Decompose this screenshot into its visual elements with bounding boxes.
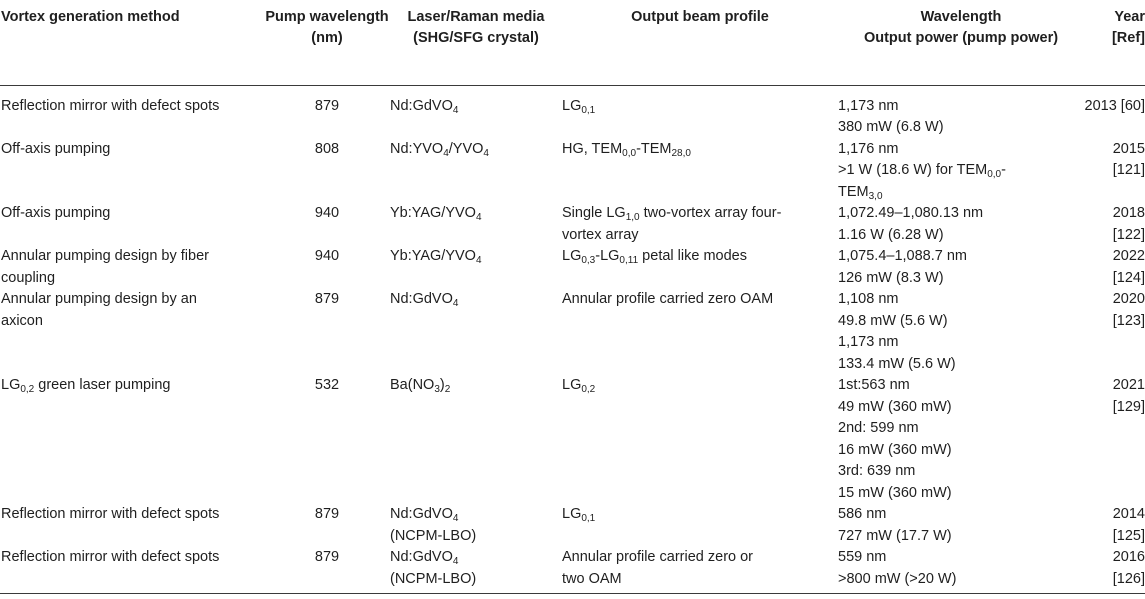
cell-profile: HG, $TEM_{0,0}-TEM_{28,0}$ bbox=[562, 140, 691, 159]
cell-media: $Yb:YAG/YVO_4$ bbox=[390, 205, 482, 223]
cell-output: 1st:563 nm 49 mW (360 mW) 2nd: 599 nm 16 mW (360 mW) 3rd: 639 nm 15 mW (360 mW) bbox=[838, 377, 952, 501]
header-year: Year [Ref] bbox=[1084, 5, 1145, 85]
cell-profile: $LG_{0,3}-LG_{0,11}$ petal like modes bbox=[562, 248, 747, 266]
cell-pump: 940 bbox=[314, 205, 340, 221]
cell-output: 1,075.4–1,088.7 nm 126 mW (8.3 W) bbox=[838, 248, 967, 286]
header-row bbox=[0, 5, 1145, 85]
table-row bbox=[0, 547, 1145, 594]
table-row bbox=[0, 203, 1145, 246]
cell-profile: $LG_{0,1}$ bbox=[562, 97, 596, 116]
cell-output: 1,176 nm >1 W (18.6 W) for $TEM_{0,0}-$ $TEM_{3,0}$ bbox=[838, 140, 1006, 202]
cell-profile: $LG_{0,1}$ bbox=[562, 506, 596, 524]
cell-year: 2021 [129] bbox=[1112, 377, 1145, 415]
cell-method: Off-axis pumping bbox=[1, 205, 111, 221]
vortex-table bbox=[0, 5, 1145, 594]
cell-year: 2014 [125] bbox=[1112, 506, 1145, 544]
cell-output: 1,072.49–1,080.13 nm 1.16 W (6.28 W) bbox=[838, 205, 984, 243]
cell-method: Reflection mirror with defect spots bbox=[1, 97, 220, 114]
cell-profile: Annular profile carried zero OAM bbox=[562, 291, 774, 307]
cell-pump: 879 bbox=[314, 506, 340, 522]
cell-media: Nd:GdVO$_4$ (NCPM-LBO) bbox=[390, 506, 477, 544]
header-pump: Pump wavelength (nm) bbox=[264, 5, 390, 85]
header-wavelength: Wavelength Output power (pump power) bbox=[838, 5, 1084, 85]
cell-year: 2015 [121] bbox=[1112, 140, 1145, 178]
table-row bbox=[0, 85, 1145, 139]
cell-media: Nd:GdVO$_4$ bbox=[390, 97, 459, 116]
cell-output: 559 nm >800 mW (>20 W) bbox=[838, 547, 1084, 594]
table-row bbox=[0, 289, 1145, 375]
header-media: Laser/Raman media (SHG/SFG crystal) bbox=[390, 5, 562, 85]
header-method: Vortex generation method bbox=[0, 5, 264, 85]
cell-method: Annular pumping design by an axicon bbox=[1, 291, 197, 329]
cell-pump: 808 bbox=[314, 140, 340, 157]
cell-pump: 879 bbox=[314, 291, 340, 307]
cell-output: 586 nm 727 mW (17.7 W) bbox=[838, 506, 952, 544]
cell-media: Nd:GdVO$_4$ (NCPM-LBO) bbox=[390, 547, 562, 594]
cell-pump: 940 bbox=[314, 248, 340, 264]
cell-profile: $LG_{0,2}$ bbox=[562, 377, 596, 395]
table-row bbox=[0, 375, 1145, 504]
cell-year: 2018 [122] bbox=[1112, 205, 1145, 243]
cell-method: Off-axis pumping bbox=[1, 140, 111, 157]
cell-method: $LG_{0,2}$ green laser pumping bbox=[1, 377, 171, 395]
cell-pump: 879 bbox=[264, 547, 390, 594]
cell-output: 1,173 nm 380 mW (6.8 W) bbox=[838, 97, 944, 135]
cell-profile: Single $LG_{1,0}$ two-vortex array four- vortex array bbox=[562, 205, 782, 243]
cell-profile: Annular profile carried zero or two OAM bbox=[562, 547, 838, 594]
cell-year: 2013 [60] bbox=[1084, 97, 1145, 114]
cell-output: 1,108 nm 49.8 mW (5.6 W) 1,173 nm 133.4 mW (5.6 W) bbox=[838, 291, 956, 372]
cell-method: Reflection mirror with defect spots bbox=[1, 506, 220, 522]
cell-method: Annular pumping design by fiber coupling bbox=[1, 248, 209, 286]
cell-pump: 532 bbox=[314, 377, 340, 393]
cell-media: Nd:GdVO$_4$ bbox=[390, 291, 459, 309]
table-row bbox=[0, 504, 1145, 547]
header-profile: Output beam profile bbox=[562, 5, 838, 85]
cell-method: Reflection mirror with defect spots bbox=[0, 547, 264, 594]
cell-year: 2020 [123] bbox=[1112, 291, 1145, 329]
table-row bbox=[0, 139, 1145, 204]
cell-year: 2022 [124] bbox=[1112, 248, 1145, 286]
cell-media: $Yb:YAG/YVO_4$ bbox=[390, 248, 482, 266]
cell-pump: 879 bbox=[314, 97, 340, 114]
cell-media: $Nd:YVO_4/YVO_4$ bbox=[390, 140, 489, 159]
cell-media: $Ba(NO_3)_2$ bbox=[390, 377, 451, 395]
cell-year: 2016 [126] bbox=[1084, 547, 1145, 594]
table-row bbox=[0, 246, 1145, 289]
